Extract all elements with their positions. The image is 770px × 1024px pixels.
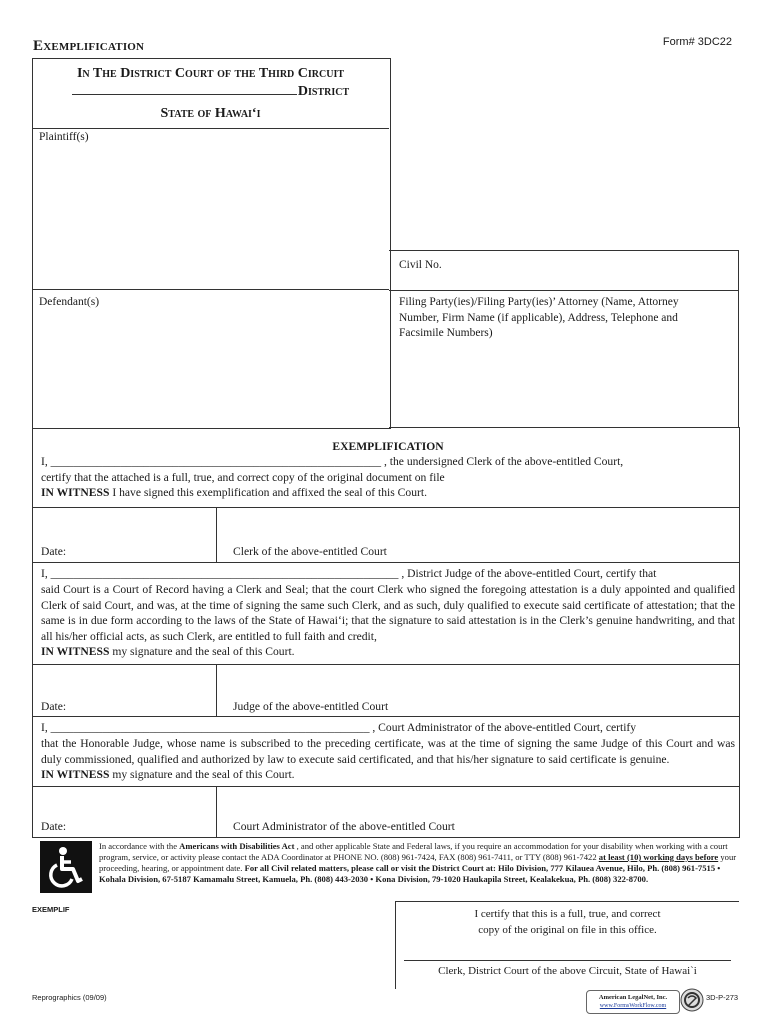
judge-certify-text: said Court is a Court of Record having a Clerk and Seal; that the court Clerk who signed the foregoing attestation is a duly appointed and qualified Clerk of said Court, and was, at the time of signing the same such Clerk, and as such, duly qualified to execute said certificate of attestation; that the same is in due form according to the laws of the State of Hawai‘i; that the signature to said attestation is in the Clerk’s genuine handwriting, and that all his/her official acts, as such Clerk, are entitled to full faith and credit, [41, 583, 735, 643]
exemplification-section [32, 427, 740, 838]
district-label: District [297, 84, 350, 99]
ada-text-a: In accordance with the [99, 841, 180, 851]
ada-notice [99, 841, 739, 885]
court-name: In The District Court of the Third Circuit [76, 66, 345, 81]
divider [33, 786, 739, 787]
admin-signature-label[interactable]: Court Administrator of the above-entitled Court [233, 820, 455, 833]
defendant-label: Defendant(s) [39, 296, 100, 308]
clerk-date-label[interactable]: Date: [41, 545, 67, 558]
divider [33, 664, 739, 665]
ada-text-c: your proceeding, hearing, or appointment date. [99, 852, 737, 873]
certify-line-1: I certify that this is a full, true, and correct [474, 908, 661, 920]
clerk-certify-text: certify that the attached is a full, true, and correct copy of the original document on file [41, 471, 445, 484]
clerk-signature-label[interactable]: Clerk of the above-entitled Court [233, 545, 387, 558]
divider [33, 507, 739, 508]
judge-witness-text [41, 644, 735, 660]
witness-text: my signature and the seal of this Court. [109, 768, 295, 781]
filing-party-label: Filing Party(ies)/Filing Party(ies)’ Attorney (Name, Attorney Number, Firm Name (if applicable), Address, Telephone and Facsimile Numbers) [399, 296, 679, 339]
ada-act-name: Americans with Disabilities Act [179, 841, 295, 851]
state-name: State of Hawai‘i [160, 106, 261, 121]
ada-court-locations: For all Civil related matters, please call or visit the District Court at: Hilo Division, 777 Kilauea Avenue, Hilo, Ph. (808) 961-7515 • Kohala Division, 67-5187 Kamamalu Street, Kamuela, Ph. (808) 443-2030 • Kona Division, 79-1020 Haukapila Street, Kealakekua, Ph. (808) 322-8700. [99, 863, 721, 884]
divider [33, 562, 739, 563]
witness-text: my signature and the seal of this Court. [109, 645, 295, 658]
clerk-certify-line[interactable]: I, _________________________________________________________ , the undersigned Clerk of the above-entitled Court, [41, 455, 624, 468]
witness-label: IN WITNESS [41, 768, 110, 781]
judge-certify-line[interactable]: I, ____________________________________________________________ , District Judge of the above-entitled Court, certify that [41, 567, 657, 580]
admin-certify-line[interactable]: I, _______________________________________________________ , Court Administrator of the above-entitled Court, certify [41, 721, 637, 734]
judge-signature-label[interactable]: Judge of the above-entitled Court [233, 700, 389, 713]
filing-party-box[interactable] [389, 289, 739, 428]
plaintiff-label: Plaintiff(s) [39, 131, 89, 143]
ada-text-b: , and other applicable State and Federal laws, if you require an accommodation for your disability when working with a court program, service, or activity please contact the ADA Coordinator at PHONE NO. (808) 961-7424, FAX (808) 961-7411, or TTY (808) 961-7422 [99, 841, 728, 862]
publisher-link[interactable]: www.FormsWorkFlow.com [599, 1003, 667, 1009]
civil-number-box[interactable] [389, 250, 739, 291]
publisher-name: American LegalNet, Inc. [598, 994, 668, 1001]
admin-date-label[interactable]: Date: [41, 820, 67, 833]
witness-label: IN WITNESS [41, 486, 110, 499]
ada-deadline: at least (10) working days before [598, 852, 719, 862]
form-number: Form# 3DC22 [662, 36, 732, 48]
court-caption [32, 58, 389, 129]
publisher-badge[interactable] [586, 990, 680, 1014]
admin-witness-text [41, 767, 735, 783]
caption-divider [32, 289, 389, 290]
wheelchair-accessibility-icon [40, 841, 92, 893]
witness-label: IN WITNESS [41, 645, 110, 658]
publisher-logo-icon [680, 988, 704, 1012]
certify-signature-line[interactable] [404, 960, 731, 961]
district-blank[interactable] [72, 85, 297, 95]
document-title: Exemplification [33, 38, 145, 54]
witness-text: I have signed this exemplification and affixed the seal of this Court. [109, 486, 427, 499]
certify-signature-label: Clerk, District Court of the above Circuit, State of Hawai`i [438, 965, 697, 977]
civil-number-label: Civil No. [399, 259, 442, 271]
section-heading: EXEMPLIFICATION [332, 440, 444, 453]
clerk-witness-text [41, 485, 735, 501]
judge-date-label[interactable]: Date: [41, 700, 67, 713]
certification-box [395, 901, 739, 989]
form-code: EXEMPLIF [32, 905, 70, 914]
certify-line-2: copy of the original on file in this office. [478, 924, 657, 936]
divider [33, 716, 739, 717]
admin-certify-text: that the Honorable Judge, whose name is subscribed to the preceding certificate, was at the time of signing the same Judge of this Court and was duly commissioned, qualified and authorized by law to execute said certificated, and that his/her signature to said certificate is genuine. [41, 737, 735, 766]
district-line [32, 84, 389, 100]
reprographics-label: Reprographics (09/09) [32, 993, 107, 1002]
form-id: 3D-P-273 [706, 993, 739, 1002]
